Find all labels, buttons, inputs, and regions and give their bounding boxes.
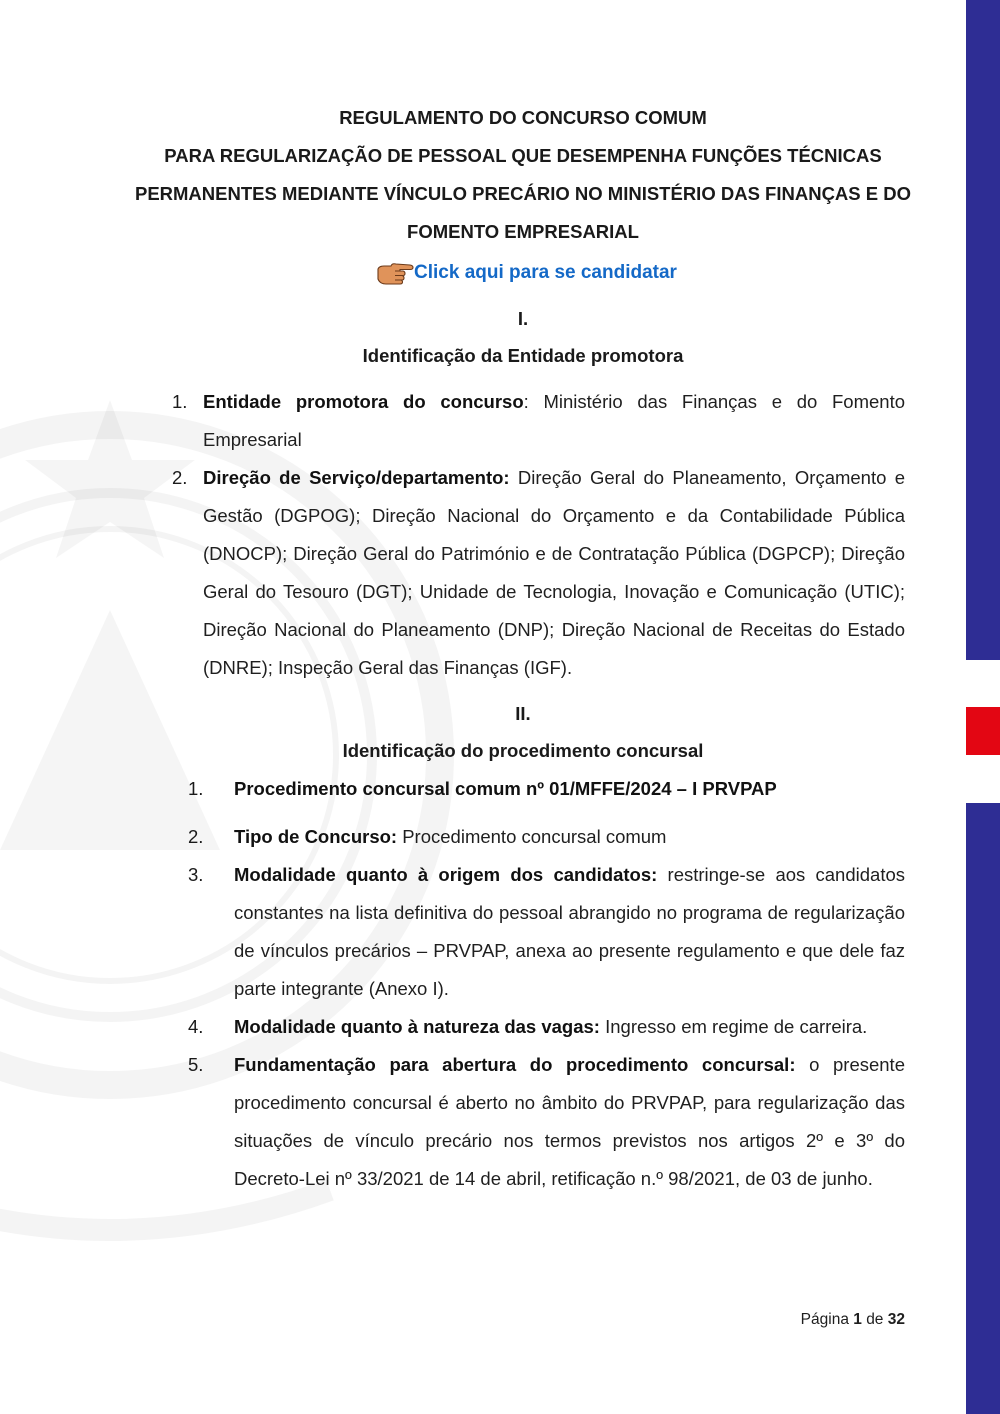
list-number: 5. <box>188 1054 204 1075</box>
list-number: 2. <box>188 826 204 847</box>
item-text: restringe-se aos candidatos constantes na lista definitiva do pessoal abrangido no programa de regularização de vínculos precários – PRVPAP, anexa ao presente regulamento e que dele faz parte integrante (Anexo I). <box>234 864 906 999</box>
apply-link[interactable] <box>376 258 677 288</box>
list-item-procedimento-concursal <box>234 770 905 808</box>
item-text: Direção Geral do Planeamento, Orçamento e Gestão (DGPOG); Direção Nacional do Orçamento e da Contabilidade Pública (DNOCP); Direção Geral do Património e de Contratação Pública (DGPCP); Direção Geral do Tesouro (DGT); Unidade de Tecnologia, Inovação e Comunicação (UTIC); Direção Nacional do Planeamento (DNP); Direção Nacional de Receitas do Estado (DNRE); Inspeção Geral das Finanças (IGF). <box>203 467 906 678</box>
decorative-blue-bar-bottom <box>966 803 1000 1414</box>
item-label: Modalidade quanto à natureza das vagas: <box>234 1016 600 1037</box>
item-text: o presente procedimento concursal é aberto no âmbito do PRVPAP, para regularização das situações de vínculo precário nos termos previstos nos artigos 2º e 3º do Decreto-Lei nº 33/2021 de 14 de abril, retificação n.º 98/2021, de 03 de junho. <box>234 1054 905 1189</box>
pointing-hand-icon <box>376 260 414 286</box>
document-title-line-4: FOMENTO EMPRESARIAL <box>407 221 639 242</box>
decorative-red-bar <box>966 707 1000 755</box>
document-title-line-1: REGULAMENTO DO CONCURSO COMUM <box>339 107 707 128</box>
list-item-fundamentacao <box>234 1046 905 1198</box>
total-pages: 32 <box>887 1311 905 1328</box>
page-separator: de <box>866 1311 884 1328</box>
section-2-title: Identificação do procedimento concursal <box>342 740 704 761</box>
item-label: Tipo de Concurso: <box>234 826 398 847</box>
document-title-line-3: PERMANENTES MEDIANTE VÍNCULO PRECÁRIO NO MINISTÉRIO DAS FINANÇAS E DO <box>134 183 911 204</box>
list-number: 3. <box>188 864 204 885</box>
section-1-title: Identificação da Entidade promotora <box>362 345 684 366</box>
item-text: Ingresso em regime de carreira. <box>599 1016 868 1037</box>
list-item-tipo-concurso <box>234 818 905 856</box>
item-label: Fundamentação para abertura do procedimento concursal: <box>234 1054 796 1075</box>
current-page: 1 <box>853 1311 862 1328</box>
item-label: Procedimento concursal comum nº 01/MFFE/2024 – I PRVPAP <box>234 778 777 799</box>
list-item-entidade-promotora <box>203 383 905 459</box>
item-text: Procedimento concursal comum <box>397 826 667 847</box>
list-item-modalidade-origem <box>234 856 905 1008</box>
page-label: Página <box>800 1311 849 1328</box>
list-number: 1. <box>188 778 204 799</box>
list-number: 1. <box>172 391 188 412</box>
list-item-modalidade-vagas <box>234 1008 905 1046</box>
item-text: : Ministério das Finanças e do Fomento Empresarial <box>203 391 905 450</box>
item-label: Direção de Serviço/departamento: <box>203 467 510 488</box>
page-footer <box>600 1311 905 1329</box>
decorative-blue-bar-top <box>966 0 1000 660</box>
list-item-direcao-servico <box>203 459 905 687</box>
item-label: Entidade promotora do concurso <box>203 391 524 412</box>
apply-link-text[interactable]: Click aqui para se candidatar <box>414 262 677 283</box>
section-1-number: I. <box>517 308 529 329</box>
document-title-line-2: PARA REGULARIZAÇÃO DE PESSOAL QUE DESEMPENHA FUNÇÕES TÉCNICAS <box>164 145 882 166</box>
list-number: 4. <box>188 1016 204 1037</box>
item-label: Modalidade quanto à origem dos candidatos: <box>234 864 658 885</box>
list-number: 2. <box>172 467 188 488</box>
section-2-number: II. <box>515 703 531 724</box>
